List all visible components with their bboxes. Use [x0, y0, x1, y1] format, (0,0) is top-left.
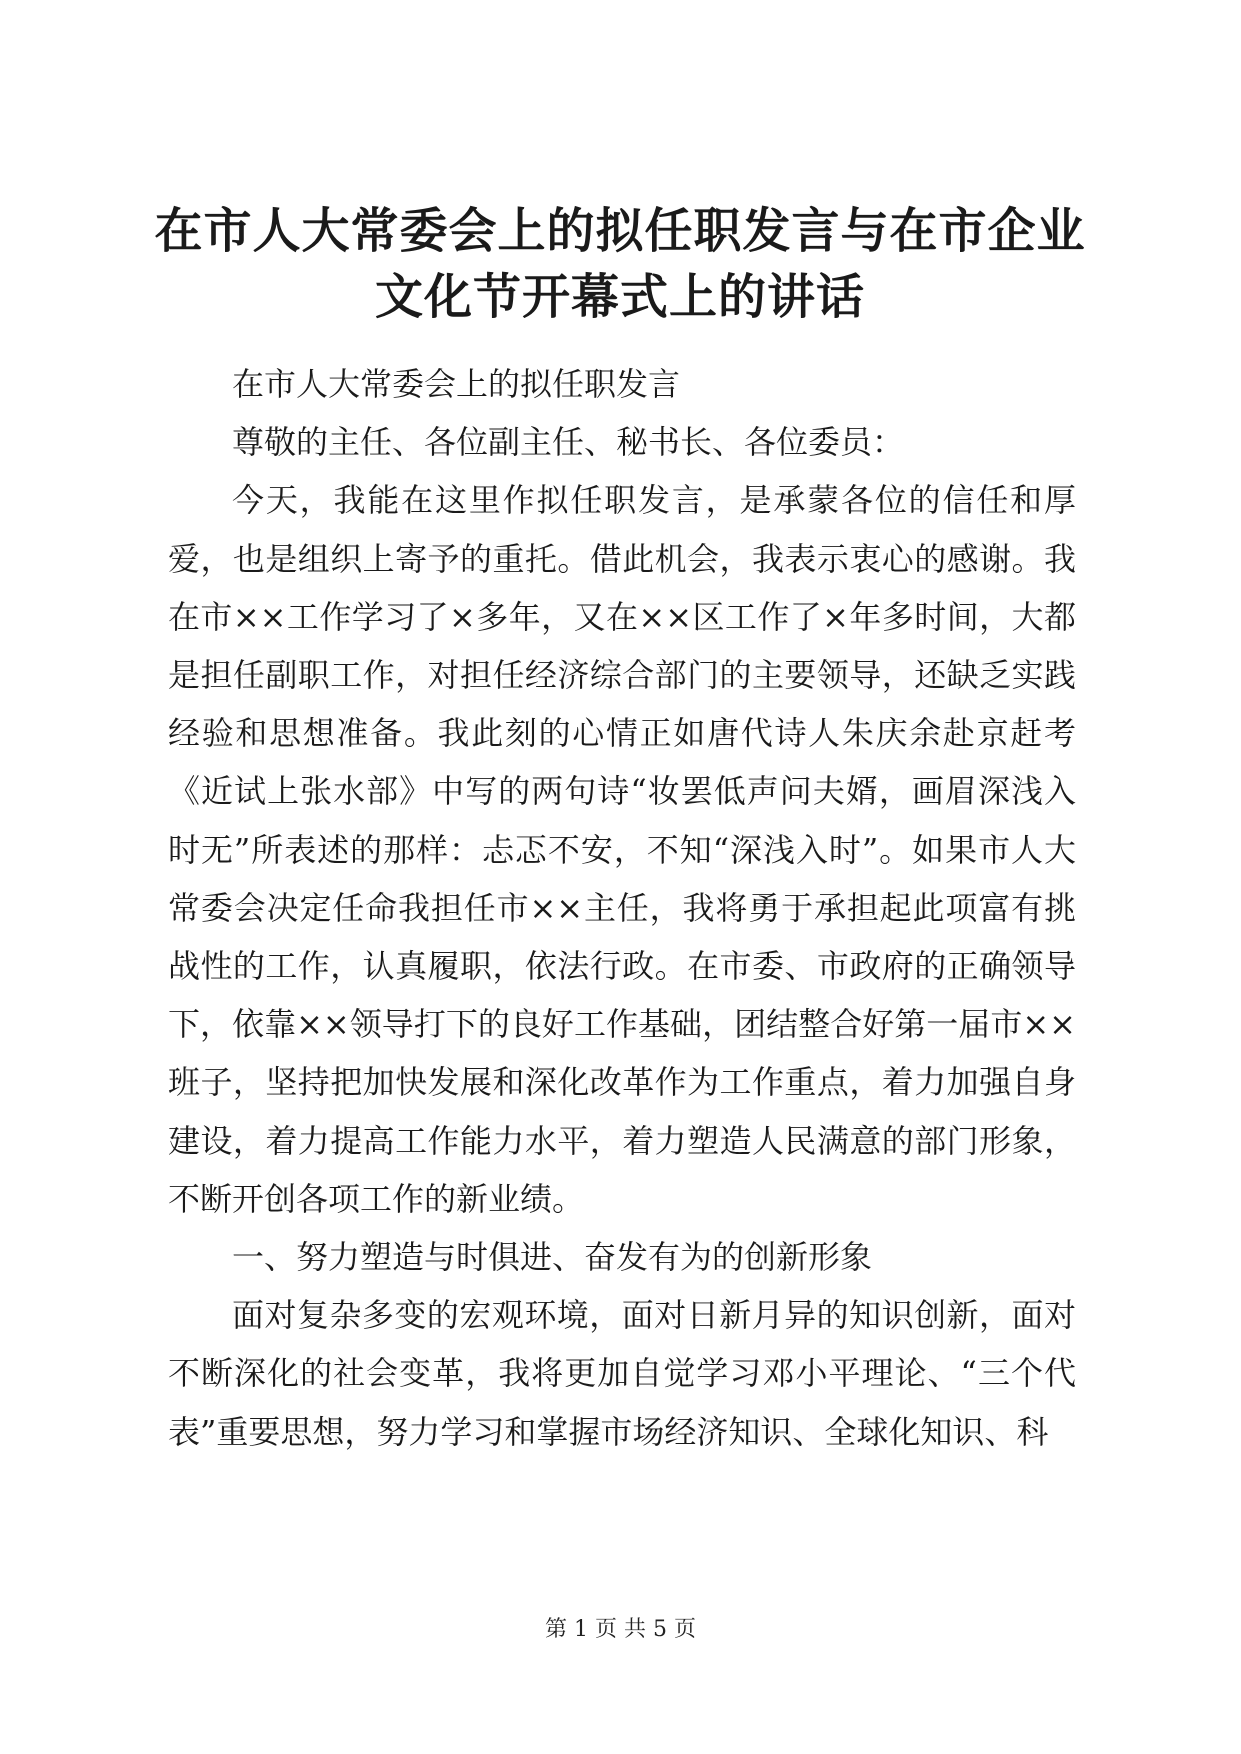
- document-title: 在市人大常委会上的拟任职发言与在市企业文化节开幕式上的讲话: [154, 203, 1086, 325]
- page-number: 第 1 页 共 5 页: [545, 1617, 696, 1642]
- paragraph-subtitle: 在市人大常委会上的拟任职发言: [232, 365, 681, 403]
- paragraph-section-body: 面对复杂多变的宏观环境，面对日新月异的知识创新，面对不断深化的社会变革，我将更加自觉学习邓小平理论、“三个代表”重要思想，努力学习和掌握市场经济知识、全球化知识、科: [168, 1296, 1076, 1451]
- document-body: [168, 355, 1076, 1461]
- paragraph-salutation: 尊敬的主任、各位副主任、秘书长、各位委员：: [232, 423, 905, 462]
- paragraph-intro: 今天，我能在这里作拟任职发言，是承蒙各位的信任和厚爱，也是组织上寄予的重托。借此机会，我表示衷心的感谢。我在市××工作学习了×多年，又在××区工作了×年多时间，大都是担任副职工作，对担任经济综合部门的主要领导，还缺乏实践经验和思想准备。我此刻的心情正如唐代诗人朱庆余赴京赶考《近试上张水部》中写的两句诗“妆罢低声问夫婿，画眉深浅入时无”所表述的那样：忐忑不安，不知“深浅入时”。如果市人大常委会决定任命我担任市××主任，我将勇于承担起此项富有挑战性的工作，认真履职，依法行政。在市委、市政府的正确领导下，依靠××领导打下的良好工作基础，团结整合好第一届市××班子，坚持把加快发展和深化改革作为工作重点，着力加强自身建设，着力提高工作能力水平，着力塑造人民满意的部门形象，不断开创各项工作的新业绩。: [168, 481, 1076, 1218]
- paragraph-section-heading: 一、努力塑造与时俱进、奋发有为的创新形象: [232, 1238, 873, 1277]
